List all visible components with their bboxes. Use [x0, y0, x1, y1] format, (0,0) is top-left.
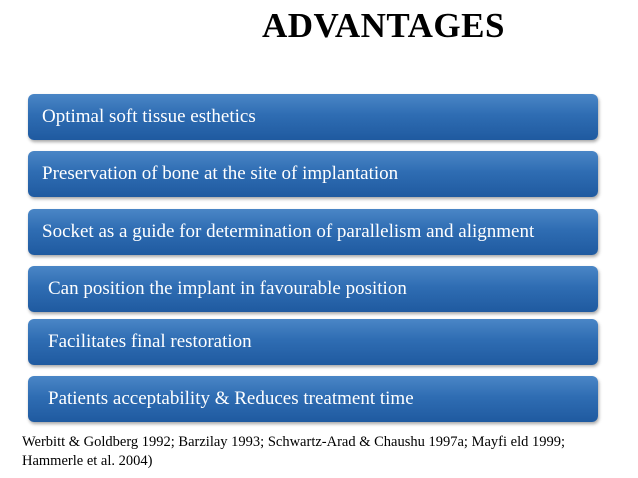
advantage-item-label: Facilitates final restoration [48, 331, 252, 352]
advantage-item-label: Patients acceptability & Reduces treatment time [48, 388, 414, 409]
advantage-item [28, 94, 598, 140]
advantage-item [28, 266, 598, 312]
reference-citation: Werbitt & Goldberg 1992; Barzilay 1993; Schwartz-Arad & Chaushu 1997a; Mayfi eld 1999; Hammerle et al. 2004) [22, 434, 566, 469]
advantage-item [28, 151, 598, 197]
slide-title: ADVANTAGES [262, 6, 505, 45]
advantage-item [28, 209, 598, 255]
advantage-item [28, 319, 598, 365]
advantage-item-label: Can position the implant in favourable position [48, 278, 407, 299]
advantage-item [28, 376, 598, 422]
advantage-item-label: Optimal soft tissue esthetics [42, 106, 256, 127]
advantage-item-label: Preservation of bone at the site of implantation [42, 163, 399, 184]
advantage-item-label: Socket as a guide for determination of parallelism and alignment [42, 221, 535, 242]
